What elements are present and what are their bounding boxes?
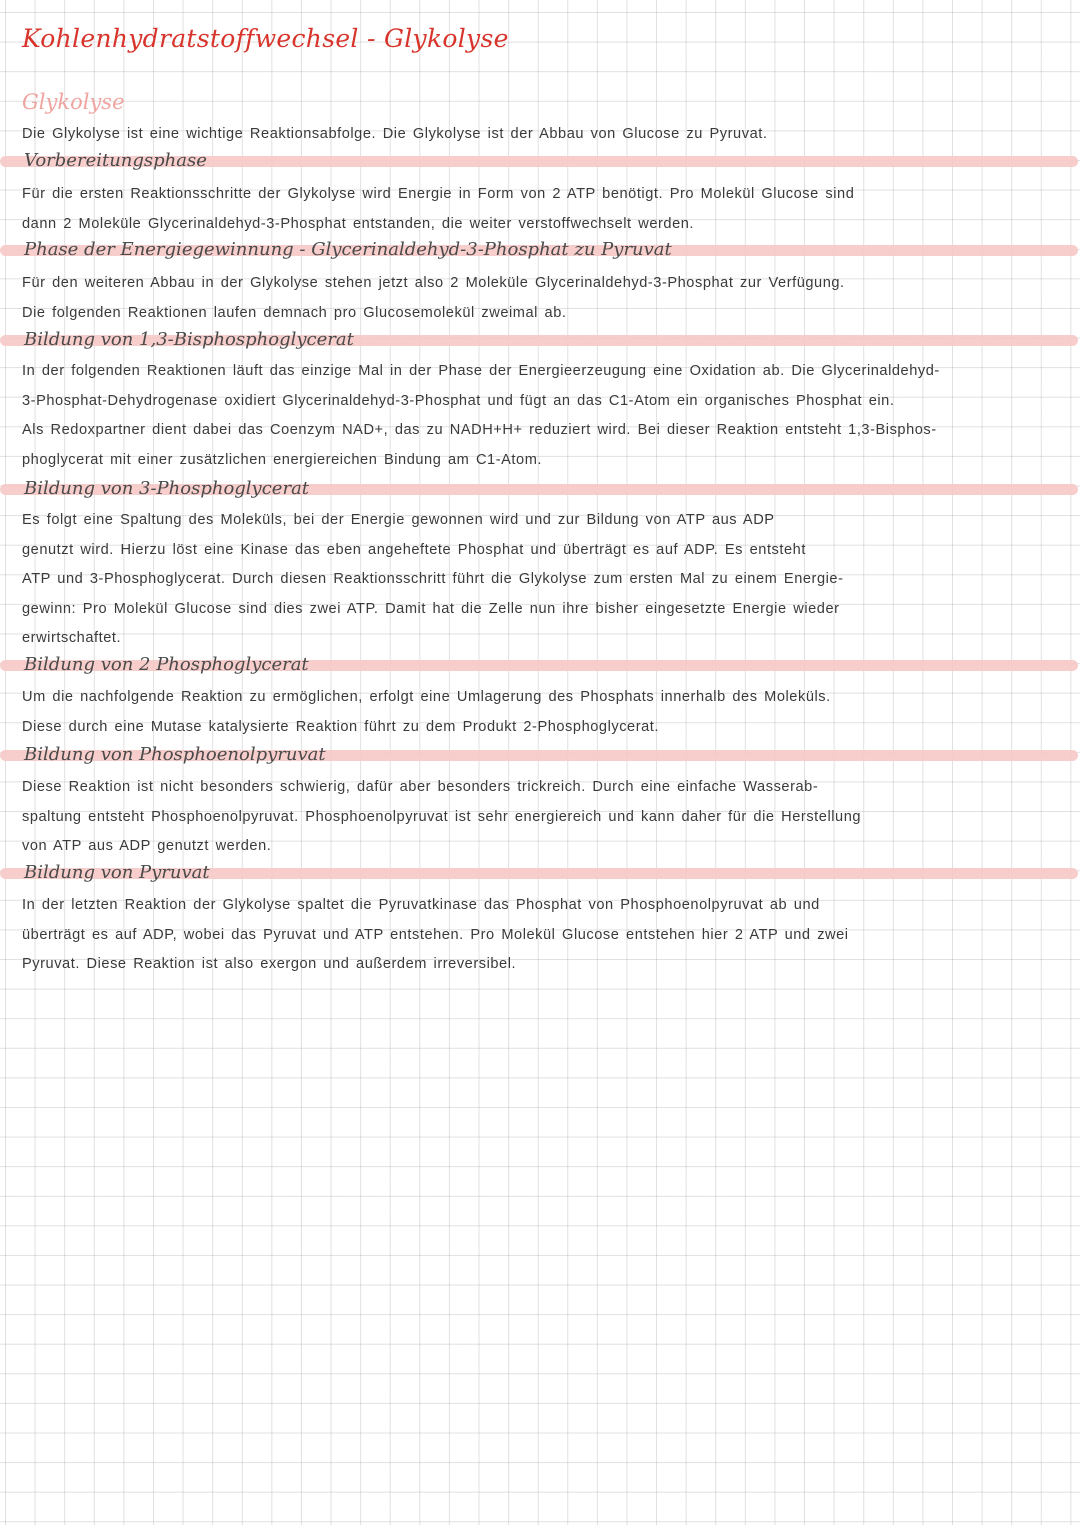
page-title: Kohlenhydratstoffwechsel - Glykolyse <box>22 24 509 53</box>
section-text <box>22 180 1062 239</box>
text-line: Die folgenden Reaktionen laufen demnach pro Glucosemolekül zweimal ab. <box>22 304 567 321</box>
text-line: phoglycerat mit einer zusätzlichen energiereichen Bindung am C1-Atom. <box>22 451 543 468</box>
text-line: überträgt es auf ADP, wobei das Pyruvat und ATP entstehen. Pro Molekül Glucose entstehen hier 2 ATP und zwei <box>22 926 849 943</box>
text-line: Die Glykolyse ist eine wichtige Reaktionsabfolge. Die Glykolyse ist der Abbau von Glucose zu Pyruvat. <box>22 126 768 142</box>
section-text <box>22 357 1062 475</box>
text-line: Diese Reaktion ist nicht besonders schwierig, dafür aber besonders trickreich. Durch eine einfache Wasserab- <box>22 779 819 795</box>
text-line: genutzt wird. Hierzu löst eine Kinase das eben angeheftete Phosphat und überträgt es auf ADP. Es entsteht <box>22 541 806 558</box>
section-heading-2-phosphoglycerat: Bildung von 2 Phosphoglycerat <box>24 654 309 675</box>
text-line: In der folgenden Reaktionen läuft das einzige Mal in der Phase der Energieerzeugung eine Oxidation ab. Die Glycerinaldehyd- <box>22 363 940 379</box>
text-line: In der letzten Reaktion der Glykolyse spaltet die Pyruvatkinase das Phosphat von Phosphoenolpyruvat ab und <box>22 897 820 913</box>
text-line: Für den weiteren Abbau in der Glykolyse stehen jetzt also 2 Moleküle Glycerinaldehyd-3-Phosphat zur Verfügung. <box>22 275 845 291</box>
text-line: von ATP aus ADP genutzt werden. <box>22 838 272 855</box>
section-heading-3-phosphoglycerat: Bildung von 3-Phosphoglycerat <box>24 478 310 499</box>
section-heading-energiegewinnung: Phase der Energiegewinnung - Glycerinaldehyd-3-Phosphat zu Pyruvat <box>24 239 672 260</box>
section-text <box>22 891 1062 980</box>
intro-paragraph <box>22 120 1062 150</box>
section-text <box>22 773 1062 862</box>
text-line: ATP und 3-Phosphoglycerat. Durch diesen Reaktionsschritt führt die Glykolyse zum ersten Mal zu einem Energie- <box>22 571 844 588</box>
section-heading-bisphosphoglycerat: Bildung von 1,3-Bisphosphoglycerat <box>24 329 354 350</box>
page-subtitle: Glykolyse <box>22 90 125 114</box>
text-line: erwirtschaftet. <box>22 630 122 647</box>
text-line: Es folgt eine Spaltung des Moleküls, bei der Energie gewonnen wird und zur Bildung von ATP aus ADP <box>22 512 775 528</box>
text-line: spaltung entsteht Phosphoenolpyruvat. Phosphoenolpyruvat ist sehr energiereich und kann daher für die Herstellung <box>22 808 862 825</box>
section-text <box>22 506 1062 654</box>
text-line: dann 2 Moleküle Glycerinaldehyd-3-Phosphat entstanden, die weiter verstoffwechselt werden. <box>22 215 695 232</box>
section-heading-phosphoenolpyruvat: Bildung von Phosphoenolpyruvat <box>24 744 326 765</box>
section-heading-vorbereitungsphase: Vorbereitungsphase <box>24 150 207 171</box>
text-line: 3-Phosphat-Dehydrogenase oxidiert Glycerinaldehyd-3-Phosphat und fügt an das C1-Atom ein organisches Phosphat ein. <box>22 392 895 409</box>
text-line: Um die nachfolgende Reaktion zu ermöglichen, erfolgt eine Umlagerung des Phosphats innerhalb des Moleküls. <box>22 689 831 705</box>
text-line: Diese durch eine Mutase katalysierte Reaktion führt zu dem Produkt 2-Phosphoglycerat. <box>22 718 660 735</box>
section-text <box>22 269 1062 328</box>
text-line: Pyruvat. Diese Reaktion ist also exergon und außerdem irreversibel. <box>22 956 517 973</box>
section-heading-pyruvat: Bildung von Pyruvat <box>24 862 210 883</box>
section-text <box>22 683 1062 742</box>
text-line: gewinn: Pro Molekül Glucose sind dies zwei ATP. Damit hat die Zelle nun ihre bisher eingesetzte Energie wieder <box>22 600 840 617</box>
text-line: Als Redoxpartner dient dabei das Coenzym NAD+, das zu NADH+H+ reduziert wird. Bei dieser Reaktion entsteht 1,3-Bisphos- <box>22 422 937 439</box>
text-line: Für die ersten Reaktionsschritte der Glykolyse wird Energie in Form von 2 ATP benötigt. Pro Molekül Glucose sind <box>22 186 855 202</box>
